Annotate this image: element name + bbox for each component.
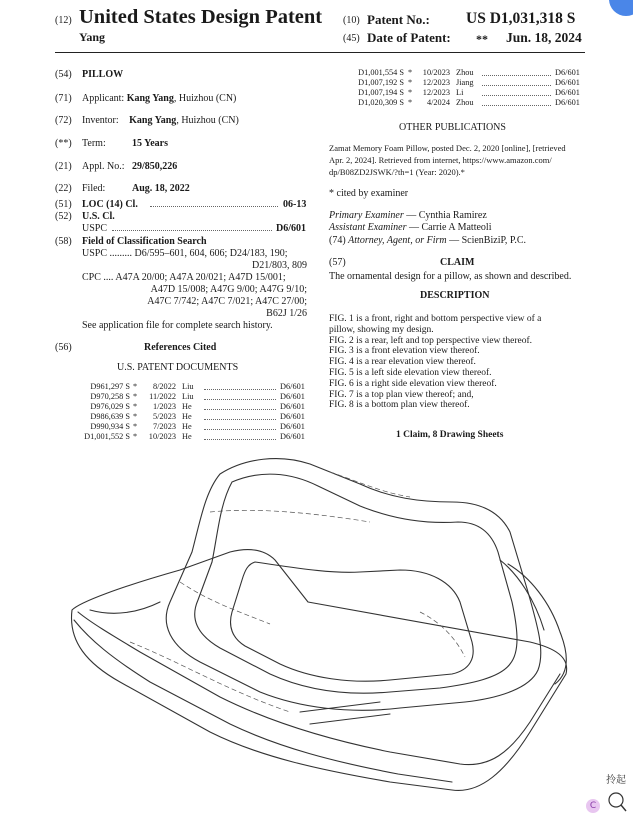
reference-name: Liu [182,392,194,401]
patent-number: US D1,031,318 S [466,10,576,27]
pillow-right-lobe [508,564,566,684]
reference-leader [204,399,276,400]
reference-star: * [408,98,413,107]
field-search-cpc1: CPC .... A47A 20/00; A47A 20/021; A47D 15/001; [82,272,286,283]
attorney-name: — ScienBiziP, P.C. [446,235,527,246]
reference-date: 7/2023 [152,422,176,431]
pillow-hidden-line-1 [210,510,370,522]
field-52-code: (52) [55,211,72,222]
reference-class: D6/601 [555,98,580,107]
term-code: (**) [55,138,72,149]
us-patent-docs-title: U.S. PATENT DOCUMENTS [117,362,239,373]
reference-number: D961,297 S [90,382,130,391]
reference-star: * [408,88,413,97]
us-cl-label: U.S. Cl. [82,211,115,222]
other-publication-line-3: dp/B08ZD2JSWK/?th=1 (Year: 2020).* [329,167,465,177]
other-publication-line-1: Zamat Memory Foam Pillow, posted Dec. 2, 2020 [online], [retrieved [329,143,566,153]
term-label: Term: [82,138,106,149]
reference-class: D6/601 [555,88,580,97]
field-search-line2: D21/803, 809 [252,260,307,271]
invention-title: PILLOW [82,69,124,80]
filed-label: Filed: [82,183,106,194]
pillow-side-detail-2 [310,714,390,724]
field-72-code: (72) [55,115,72,126]
cited-by-examiner: * cited by examiner [329,188,409,199]
claim-text: The ornamental design for a pillow, as shown and described. [329,271,572,282]
inventor-row [82,115,239,126]
figure-description: FIG. 4 is a rear elevation view thereof. [329,357,476,368]
reference-name: Liu [182,382,194,391]
figure-description: FIG. 5 is a left side elevation view thereof. [329,368,492,378]
date-of-patent-label: Date of Patent: [367,30,451,45]
figure-description: FIG. 8 is a bottom plan view thereof. [329,400,470,411]
side-float-label[interactable]: 拎起 [606,775,626,786]
reference-class: D6/601 [555,68,580,77]
reference-date: 10/2023 [148,432,176,441]
reference-leader [204,389,276,390]
pillow-design-drawing [60,452,580,804]
reference-star: * [408,78,413,87]
date-of-patent: Jun. 18, 2024 [506,30,582,45]
field-search-cpc2: A47D 15/008; A47G 9/00; A47G 9/10; [150,284,307,295]
assistant-examiner-label: Assistant Examiner [329,222,407,233]
pillow-base-outline [71,550,566,791]
reference-number: D1,001,554 S [358,68,404,77]
reference-date: 10/2023 [422,68,450,77]
header-code-10: (10) [343,15,360,26]
reference-number: D1,020,309 S [358,98,404,107]
reference-star: * [408,68,413,77]
description-title: DESCRIPTION [420,290,490,301]
attorney-label: Attorney, Agent, or Firm [348,235,447,246]
figure-description: FIG. 7 is a top plan view thereof; and, [329,389,474,400]
reference-class: D6/601 [280,422,305,431]
reference-number: D970,258 S [90,392,130,401]
uspc-value: D6/601 [276,223,306,234]
header-rule [55,52,585,53]
reference-date: 8/2022 [152,382,176,391]
reference-star: * [133,422,138,431]
field-search-label: Field of Classification Search [82,236,207,247]
reference-name: He [182,402,192,411]
reference-number: D1,007,192 S [358,78,404,87]
reference-leader [482,105,551,106]
field-search-cpc3: A47C 7/742; A47C 7/021; A47C 27/00; [147,296,307,307]
reference-class: D6/601 [555,78,580,87]
reference-star: * [133,392,138,401]
reference-name: Jiang [456,78,474,87]
figure-description: pillow, showing my design. [329,324,434,335]
loc-label: LOC (14) Cl. [82,199,138,210]
claim-title: CLAIM [440,257,475,268]
reference-date: 4/2024 [426,98,450,107]
reference-class: D6/601 [280,412,305,421]
pillow-base-seam-2 [74,620,452,782]
attorney-code: (74) [329,235,346,246]
field-search-cpc4: B62J 1/26 [266,308,307,319]
appl-no-value: 29/850,226 [132,161,178,172]
reference-number: D1,007,194 S [358,88,404,97]
reference-leader [482,95,551,96]
filed-value: Aug. 18, 2022 [132,183,190,194]
loc-value: 06-13 [283,199,307,210]
applicant-location: , Huizhou (CN) [173,93,237,104]
floating-c-button[interactable]: C [586,799,600,813]
field-58-code: (58) [55,236,72,247]
header-code-45: (45) [343,33,360,44]
reference-date: 11/2022 [149,392,176,401]
reference-date: 1/2023 [152,402,176,411]
other-publications-title: OTHER PUBLICATIONS [399,122,506,133]
applicant-label: Applicant: [82,93,125,104]
reference-number: D986,639 S [90,412,130,421]
loc-leader [150,206,278,207]
figure-description: FIG. 1 is a front, right and bottom perspective view of a [329,314,542,324]
reference-leader [204,429,276,430]
reference-leader [482,85,551,86]
search-icon[interactable] [606,791,628,813]
pillow-hidden-line-2 [180,582,270,624]
field-54-code: (54) [55,69,72,80]
patent-type-title: United States Design Patent [79,6,323,28]
references-cited-title: References Cited [144,342,217,353]
reference-star: * [133,382,138,391]
patent-no-label: Patent No.: [367,12,430,27]
reference-number: D976,029 S [90,402,130,411]
reference-class: D6/601 [280,392,305,401]
reference-star: * [133,402,138,411]
reference-class: D6/601 [280,382,305,391]
reference-date: 12/2023 [422,88,450,97]
inventor-location: , Huizhou (CN) [176,115,239,126]
reference-leader [482,75,551,76]
inventor-label: Inventor: [82,115,119,126]
claim-code: (57) [329,257,346,268]
reference-name: Zhou [456,68,474,77]
claims-drawing-count: 1 Claim, 8 Drawing Sheets [396,430,504,440]
applicant-row [82,93,236,104]
field-search-uspc: USPC ......... D6/595–601, 604, 606; D24/183, 190; [82,248,288,259]
field-search-history: See application file for complete search history. [82,320,273,331]
reference-date: 12/2023 [422,78,450,87]
field-51-code: (51) [55,199,72,210]
applicant-name: Kang Yang [126,93,174,104]
corner-badge[interactable] [609,0,633,16]
reference-number: D990,934 S [90,422,130,431]
reference-number: D1,001,552 S [84,432,130,441]
header-code-12: (12) [55,15,72,26]
attorney-row [329,235,526,246]
assistant-examiner-name: — Carrie A Matteoli [406,222,492,233]
assistant-examiner-row [329,222,492,233]
pillow-top-seam [231,562,474,681]
figure-description: FIG. 3 is a front elevation view thereof. [329,346,480,357]
uspc-label: USPC [82,223,108,234]
reference-name: He [182,412,192,421]
pillow-left-edge [90,602,160,613]
term-value: 15 Years [132,138,169,149]
field-22-code: (22) [55,183,72,194]
other-publication-line-2: Apr. 2, 2024]. Retrieved from internet, https://www.amazon.com/ [329,155,552,165]
primary-examiner-row [329,210,487,221]
pillow-top-inner-rim [195,474,517,693]
field-56-code: (56) [55,342,72,353]
reference-leader [204,409,276,410]
reference-star: * [133,412,138,421]
reference-date: 5/2023 [152,412,176,421]
figure-description: FIG. 2 is a rear, left and top perspective view thereof. [329,335,533,346]
figure-description: FIG. 6 is a right side elevation view thereof. [329,378,497,389]
pillow-top-outline [166,459,541,711]
reference-name: Zhou [456,98,474,107]
inventor-short-name: Yang [79,30,106,44]
date-stars: ** [476,32,488,46]
inventor-name: Kang Yang [129,115,177,126]
reference-name: He [182,422,192,431]
reference-star: * [133,432,138,441]
reference-name: He [182,432,192,441]
appl-no-label: Appl. No.: [82,161,125,172]
reference-leader [204,419,276,420]
pillow-hidden-line-3 [420,612,465,657]
reference-class: D6/601 [280,432,305,441]
reference-class: D6/601 [280,402,305,411]
field-21-code: (21) [55,161,72,172]
primary-examiner-name: — Cynthia Ramirez [403,210,487,221]
reference-leader [204,439,276,440]
primary-examiner-label: Primary Examiner [329,210,404,221]
pillow-hidden-line-5 [330,472,410,497]
uspc-leader [112,230,272,231]
reference-name: Li [456,88,464,97]
field-71-code: (71) [55,93,72,104]
